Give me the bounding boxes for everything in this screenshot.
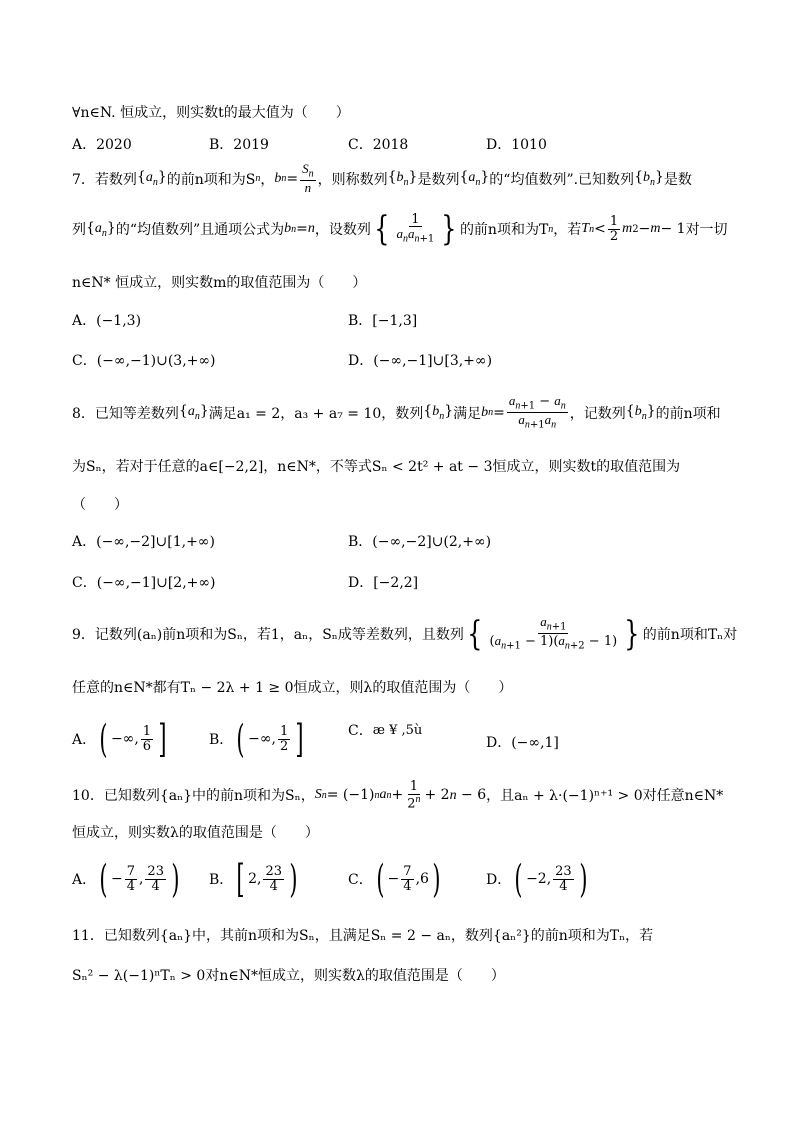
q7-line1: 7．若数列 $\{a_n\}$ 的前n项和为S n ， b n = $\frac{S_n}{n}$ ，则称数列 $\{b_n\}$ 是数列 $\{a_n\}$ 的“均值数列”.已知数列 $\{b_n\}$ 是数 xyxy=(72,161,692,196)
q10-option-c: C． ( − $\frac{7}{4}$ ,6 ) xyxy=(348,857,441,901)
q6-option-b: B．2019 xyxy=(209,137,269,153)
q8-line1: 8．已知等差数列 $\{a_n\}$ 满足a₁ = 2，a₃ + a₇ = 10，数列 $\{b_n\}$ 满足 b n = $\frac{a_{n+1} - a_n}{a_{n+1}a_n}$ ，记数列 $\{b_n\}$ 的前n项和 xyxy=(72,393,721,431)
q8-option-d: D．[−2,2] xyxy=(348,575,419,591)
q8-option-a: A．(−∞,−2]∪[1,+∞) xyxy=(72,534,215,550)
q8-line2: 为Sₙ，若对于任意的a∈[−2,2]，n∈N*，不等式Sₙ < 2t² + at − 3恒成立，则实数t的取值范围为 xyxy=(72,459,681,475)
q6-option-a: A．2020 xyxy=(72,137,132,153)
q10-line1: 10．已知数列{aₙ}中的前n项和为Sₙ， S n = (−1) n a n + $\frac{1}{2^n}$ + 2n − 6 ，且aₙ + λ·(−1)ⁿ⁺¹ > 0对任意n∈N* xyxy=(72,779,724,811)
q7-option-d: D．(−∞,−1]∪[3,+∞) xyxy=(348,353,493,369)
q9-line1: 9．记数列(aₙ)前n项和为Sₙ，若1，aₙ，Sₙ成等差数列，且数列 { $\frac{a_{n+1}}{(a_{n+1} - 1)(a_{n+2} - 1)}$ } 的前n项和Tₙ对 xyxy=(72,613,738,654)
q7-line3: n∈N* 恒成立，则实数m的取值范围为（ ） xyxy=(72,275,367,291)
q8-option-c: C．(−∞,−1]∪[2,+∞) xyxy=(72,575,216,591)
q9-line2: 任意的n∈N*都有Tₙ − 2λ + 1 ≥ 0恒成立，则λ的取值范围为（ ） xyxy=(72,680,513,696)
q10-option-b: B． [ 2, $\frac{23}{4}$ ) xyxy=(209,857,298,901)
q10-line2: 恒成立，则实数λ的取值范围是（ ） xyxy=(72,825,319,841)
q9-option-c: C． æ ¥ ,5ù xyxy=(348,722,423,739)
q9-option-d: D．(−∞,1] xyxy=(486,735,559,751)
q7-option-c: C．(−∞,−1)∪(3,+∞) xyxy=(72,353,216,369)
q8-option-b: B．(−∞,−2]∪(2,+∞) xyxy=(348,534,492,550)
q9-option-a: A． ( −∞, $\frac{1}{6}$ ] xyxy=(72,717,167,761)
q8-line3: （ ） xyxy=(72,497,128,513)
q6-tail: ∀n∈N. 恒成立，则实数t的最大值为（ ） xyxy=(72,105,350,121)
q11-line2: Sₙ² − λ(−1)ⁿTₙ > 0对n∈N*恒成立，则实数λ的取值范围是（ ） xyxy=(72,968,505,984)
q9-option-c-garbled: æ ¥ ,5ù xyxy=(372,722,423,738)
q11-line1: 11．已知数列{aₙ}中，其前n项和为Sₙ，且满足Sₙ = 2 − aₙ，数列{aₙ²}的前n项和为Tₙ，若 xyxy=(72,928,654,944)
q9-option-b: B． ( −∞, $\frac{1}{2}$ ] xyxy=(209,717,304,761)
q7-line2: 列 $\{a_n\}$ 的“均值数列”且通项公式为 b n = n ，设数列 { $\frac{1}{a_na_{n+1}}$ } 的前n项和为T n ，若 T n < $\frac{1}{2}$ m 2 − m − 1 对一切 xyxy=(72,209,728,249)
q10-option-a: A． ( − $\frac{7}{4}$ , $\frac{23}{4}$ ) xyxy=(72,857,180,901)
q7-option-a: A．(−1,3) xyxy=(72,313,142,329)
q6-option-d: D．1010 xyxy=(486,137,547,153)
q10-option-d: D． ( −2, $\frac{23}{4}$ ) xyxy=(486,857,588,901)
q7-option-b: B．[−1,3] xyxy=(348,313,418,329)
q6-option-c: C．2018 xyxy=(348,137,409,153)
